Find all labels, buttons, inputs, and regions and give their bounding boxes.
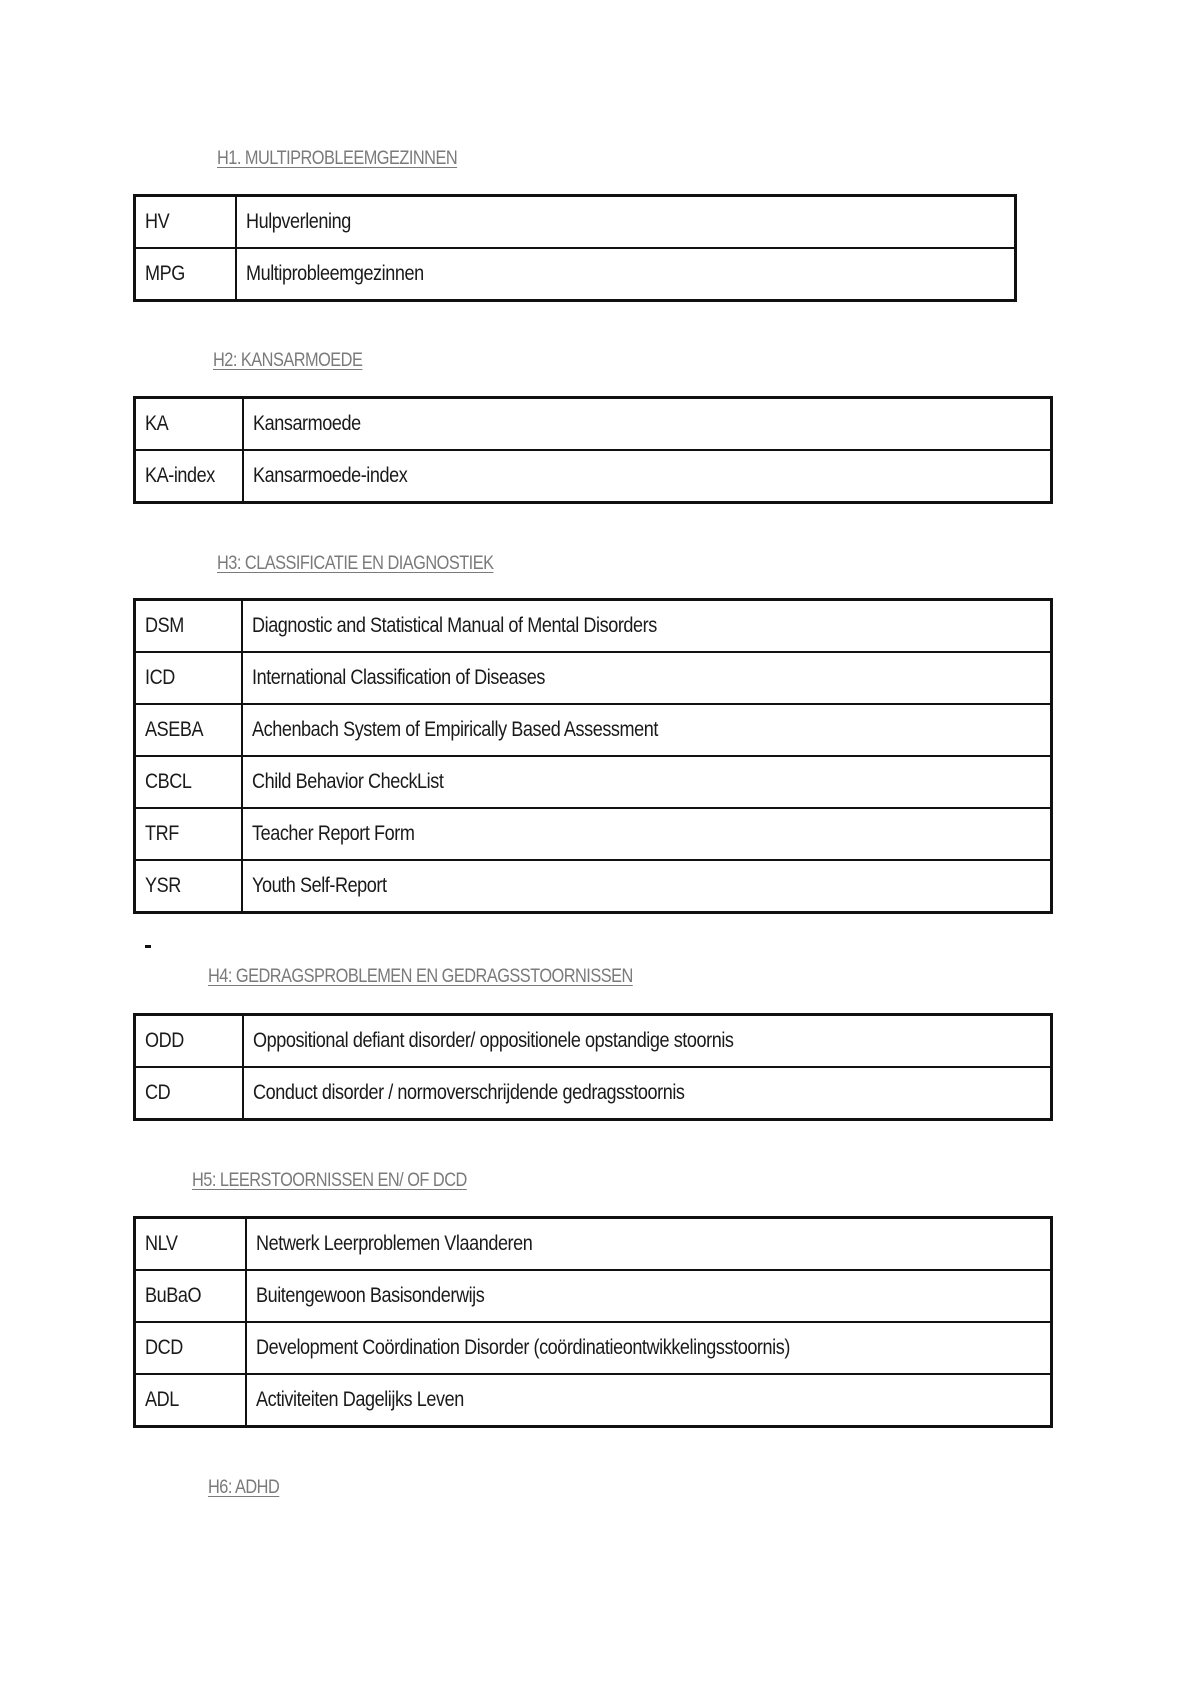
meaning-cell: Child Behavior CheckList: [242, 756, 1052, 808]
meaning-cell: International Classification of Diseases: [242, 652, 1052, 704]
meaning-cell: Hulpverlening: [236, 196, 1016, 249]
abbr-cell: ODD: [135, 1015, 243, 1068]
meaning-cell: Achenbach System of Empirically Based Assessment: [242, 704, 1052, 756]
abbr-cell: KA-index: [135, 450, 243, 503]
list-bullet-dash: [145, 945, 151, 948]
abbreviation-table-h3: [133, 598, 1053, 914]
table-row: [135, 1015, 1052, 1068]
abbr-cell: YSR: [135, 860, 242, 913]
table-row: [135, 248, 1016, 301]
abbr-cell: TRF: [135, 808, 242, 860]
abbr-cell: DCD: [135, 1322, 246, 1374]
abbr-cell: CD: [135, 1067, 243, 1120]
meaning-cell: Kansarmoede: [243, 398, 1052, 451]
meaning-cell: Buitengewoon Basisonderwijs: [246, 1270, 1052, 1322]
table-row: [135, 398, 1052, 451]
abbr-cell: ADL: [135, 1374, 246, 1427]
abbreviation-table-h4: [133, 1013, 1053, 1121]
meaning-cell: Multiprobleemgezinnen: [236, 248, 1016, 301]
table-row: [135, 860, 1052, 913]
section-heading-h6: H6: ADHD: [208, 1477, 280, 1498]
abbr-cell: CBCL: [135, 756, 242, 808]
meaning-cell: Kansarmoede-index: [243, 450, 1052, 503]
section-heading-h4: H4: GEDRAGSPROBLEMEN EN GEDRAGSSTOORNISSEN: [208, 966, 633, 987]
table-row: [135, 600, 1052, 653]
section-heading-h2: H2: KANSARMOEDE: [213, 350, 363, 371]
table-row: [135, 1218, 1052, 1271]
meaning-cell: Netwerk Leerproblemen Vlaanderen: [246, 1218, 1052, 1271]
table-row: [135, 756, 1052, 808]
abbreviation-table-h2: [133, 396, 1053, 504]
abbr-cell: BuBaO: [135, 1270, 246, 1322]
table-row: [135, 704, 1052, 756]
abbr-cell: KA: [135, 398, 243, 451]
table-row: [135, 450, 1052, 503]
abbr-cell: NLV: [135, 1218, 246, 1271]
abbr-cell: HV: [135, 196, 236, 249]
table-row: [135, 1322, 1052, 1374]
meaning-cell: Diagnostic and Statistical Manual of Mental Disorders: [242, 600, 1052, 653]
abbr-cell: ICD: [135, 652, 242, 704]
table-row: [135, 1270, 1052, 1322]
table-row: [135, 1374, 1052, 1427]
abbr-cell: DSM: [135, 600, 242, 653]
abbreviation-table-h1: [133, 194, 1017, 302]
abbreviation-table-h5: [133, 1216, 1053, 1428]
meaning-cell: Youth Self-Report: [242, 860, 1052, 913]
table-row: [135, 808, 1052, 860]
table-row: [135, 196, 1016, 249]
abbr-cell: MPG: [135, 248, 236, 301]
meaning-cell: Development Coördination Disorder (coördinatieontwikkelingsstoornis): [246, 1322, 1052, 1374]
section-heading-h3: H3: CLASSIFICATIE EN DIAGNOSTIEK: [217, 553, 494, 574]
section-heading-h1: H1. MULTIPROBLEEMGEZINNEN: [217, 148, 458, 169]
meaning-cell: Oppositional defiant disorder/ oppositionele opstandige stoornis: [243, 1015, 1052, 1068]
abbr-cell: ASEBA: [135, 704, 242, 756]
meaning-cell: Activiteiten Dagelijks Leven: [246, 1374, 1052, 1427]
section-heading-h5: H5: LEERSTOORNISSEN EN/ OF DCD: [192, 1170, 467, 1191]
meaning-cell: Conduct disorder / normoverschrijdende gedragsstoornis: [243, 1067, 1052, 1120]
table-row: [135, 1067, 1052, 1120]
table-row: [135, 652, 1052, 704]
meaning-cell: Teacher Report Form: [242, 808, 1052, 860]
